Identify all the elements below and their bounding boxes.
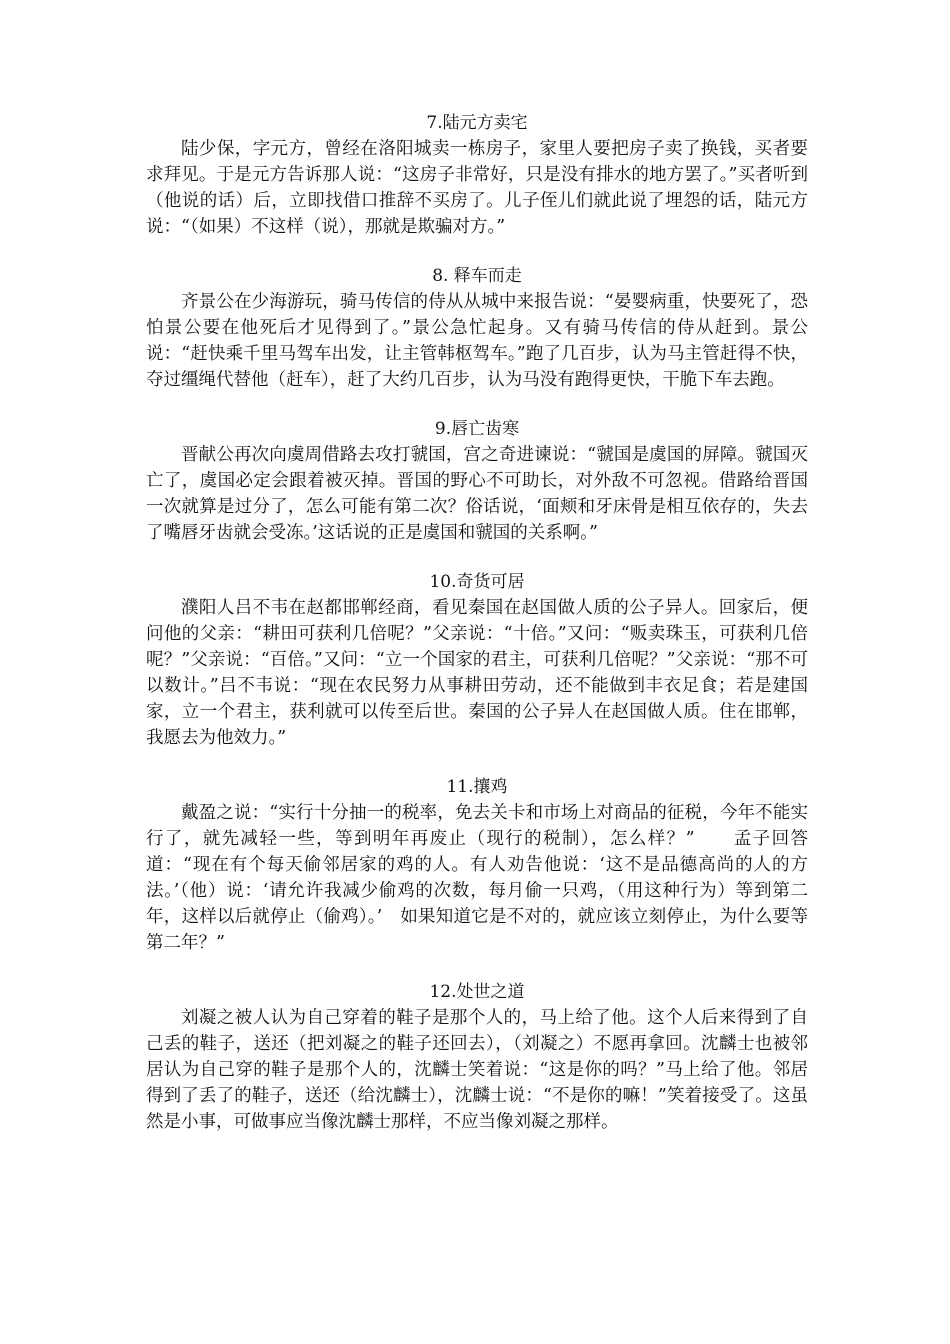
story-paragraph: 陆少保，字元方，曾经在洛阳城卖一栋房子，家里人要把房子卖了换钱，买者要求拜见。于是元方告诉那人说：“这房子非常好，只是没有排水的地方罢了。”买者听到（他说的话）后，立即找借口推辞不买房了。儿子侄儿们就此说了埋怨的话，陆元方说：“（如果）不这样（说），那就是欺骗对方。” bbox=[146, 139, 808, 237]
story-section-9 bbox=[146, 416, 808, 546]
story-title: 8. 释车而走 bbox=[432, 266, 522, 286]
story-title: 12.处世之道 bbox=[429, 982, 525, 1002]
story-section-10 bbox=[146, 569, 808, 751]
story-section-11 bbox=[146, 774, 808, 956]
story-paragraph: 晋献公再次向虞周借路去攻打虢国，宫之奇进谏说：“虢国是虞国的屏障。虢国灭亡了，虞国必定会跟着被灭掉。晋国的野心不可助长，对外敌不可忽视。借路给晋国一次就算是过分了，怎么可能有第二次？俗话说，‘面颊和牙床骨是相互依存的，失去了嘴唇牙齿就会受冻。’这话说的正是虞国和虢国的关系啊。” bbox=[146, 445, 808, 543]
story-paragraph: 齐景公在少海游玩，骑马传信的侍从从城中来报告说：“晏婴病重，快要死了，恐怕景公要在他死后才见得到了。”景公急忙起身。又有骑马传信的侍从赶到。景公说：“赶快乘千里马驾车出发，让主管韩枢驾车。”跑了几百步，认为马主管赶得不快，夺过缰绳代替他（赶车），赶了大约几百步，认为马没有跑得更快，干脆下车去跑。 bbox=[146, 292, 808, 390]
story-section-12 bbox=[146, 979, 808, 1135]
document-body bbox=[146, 110, 808, 1158]
story-section-8 bbox=[146, 263, 808, 393]
story-paragraph: 戴盈之说：“实行十分抽一的税率，免去关卡和市场上对商品的征税，今年不能实行了，就先减轻一些，等到明年再废止（现行的税制），怎么样？” 孟子回答道：“现在有个每天偷邻居家的鸡的人。有人劝告他说：‘这不是品德高尚的人的方法。’（他）说：‘请允许我减少偷鸡的次数，每月偷一只鸡，（用这种行为）等到第二年，这样以后就停止（偷鸡）。’ 如果知道它是不对的，就应该立刻停止，为什么要等第二年？” bbox=[146, 803, 808, 953]
story-paragraph: 刘凝之被人认为自己穿着的鞋子是那个人的，马上给了他。这个人后来得到了自己丢的鞋子，送还（把刘凝之的鞋子还回去），（刘凝之）不愿再拿回。沈麟士也被邻居认为自己穿的鞋子是那个人的，沈麟士笑着说：“这是你的吗？”马上给了他。邻居得到了丢了的鞋子，送还（给沈麟士），沈麟士说：“不是你的嘛！”笑着接受了。这虽然是小事，可做事应当像沈麟士那样，不应当像刘凝之那样。 bbox=[146, 1008, 808, 1132]
story-title: 10.奇货可居 bbox=[429, 572, 525, 592]
story-title: 9.唇亡齿寒 bbox=[434, 419, 520, 439]
story-title: 11.攘鸡 bbox=[446, 777, 508, 797]
story-paragraph: 濮阳人吕不韦在赵都邯郸经商，看见秦国在赵国做人质的公子异人。回家后，便问他的父亲：“耕田可获利几倍呢？”父亲说：“十倍。”又问：“贩卖珠玉，可获利几倍呢？”父亲说：“百倍。”又问：“立一个国家的君主，可获利几倍呢？”父亲说：“那不可以数计。”吕不韦说：“现在农民努力从事耕田劳动，还不能做到丰衣足食；若是建国家，立一个君主，获利就可以传至后世。秦国的公子异人在赵国做人质。住在邯郸，我愿去为他效力。” bbox=[146, 598, 808, 748]
story-title: 7.陆元方卖宅 bbox=[426, 113, 528, 133]
story-section-7 bbox=[146, 110, 808, 240]
